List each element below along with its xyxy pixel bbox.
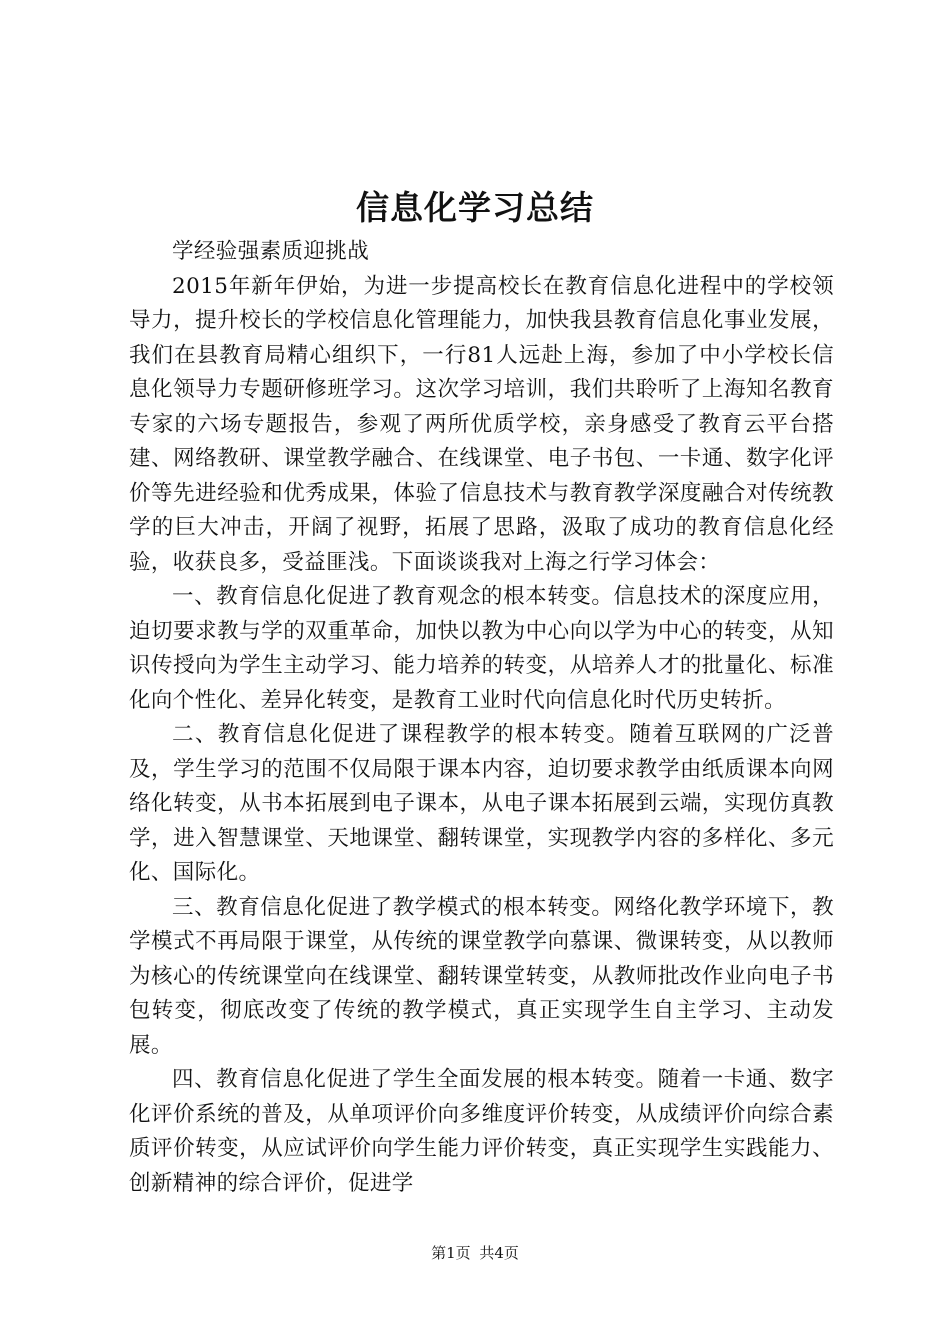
document-body [129, 235, 834, 1201]
page-number: 第1页 [431, 1244, 471, 1262]
point-one-paragraph: 一、教育信息化促进了教育观念的根本转变。信息技术的深度应用，迫切要求教与学的双重革命，加快以教为中心向以学为中心的转变，从知识传授向为学生主动学习、能力培养的转变，从培养人才的批量化、标准化向个性化、差异化转变，是教育工业时代向信息化时代历史转折。 [129, 584, 834, 713]
page-footer [0, 1243, 950, 1263]
point-three-paragraph: 三、教育信息化促进了教学模式的根本转变。网络化教学环境下，教学模式不再局限于课堂，从传统的课堂教学向慕课、微课转变，从以教师为核心的传统课堂向在线课堂、翻转课堂转变，从教师批改作业向电子书包转变，彻底改变了传统的教学模式，真正实现学生自主学习、主动发展。 [129, 894, 834, 1058]
document-title: 信息化学习总结 [356, 188, 594, 227]
page-total: 共4页 [479, 1244, 519, 1262]
subtitle-paragraph: 学经验强素质迎挑战 [172, 239, 370, 264]
point-four-paragraph: 四、教育信息化促进了学生全面发展的根本转变。随着一卡通、数字化评价系统的普及，从单项评价向多维度评价转变，从成绩评价向综合素质评价转变，从应试评价向学生能力评价转变，真正实现学生实践能力、创新精神的综合评价，促进学 [129, 1067, 834, 1196]
intro-paragraph: 2015年新年伊始，为进一步提高校长在教育信息化进程中的学校领导力，提升校长的学校信息化管理能力，加快我县教育信息化事业发展，我们在县教育局精心组织下，一行81人远赴上海，参加了中小学校长信息化领导力专题研修班学习。这次学习培训，我们共聆听了上海知名教育专家的六场专题报告，参观了两所优质学校，亲身感受了教育云平台搭建、网络教研、课堂教学融合、在线课堂、电子书包、一卡通、数字化评价等先进经验和优秀成果，体验了信息技术与教育教学深度融合对传统教学的巨大冲击，开阔了视野，拓展了思路，汲取了成功的教育信息化经验，收获良多，受益匪浅。下面谈谈我对上海之行学习体会： [129, 273, 834, 575]
point-two-paragraph: 二、教育信息化促进了课程教学的根本转变。随着互联网的广泛普及，学生学习的范围不仅局限于课本内容，迫切要求教学由纸质课本向网络化转变，从书本拓展到电子课本，从电子课本拓展到云端，实现仿真教学，进入智慧课堂、天地课堂、翻转课堂，实现教学内容的多样化、多元化、国际化。 [129, 722, 834, 885]
